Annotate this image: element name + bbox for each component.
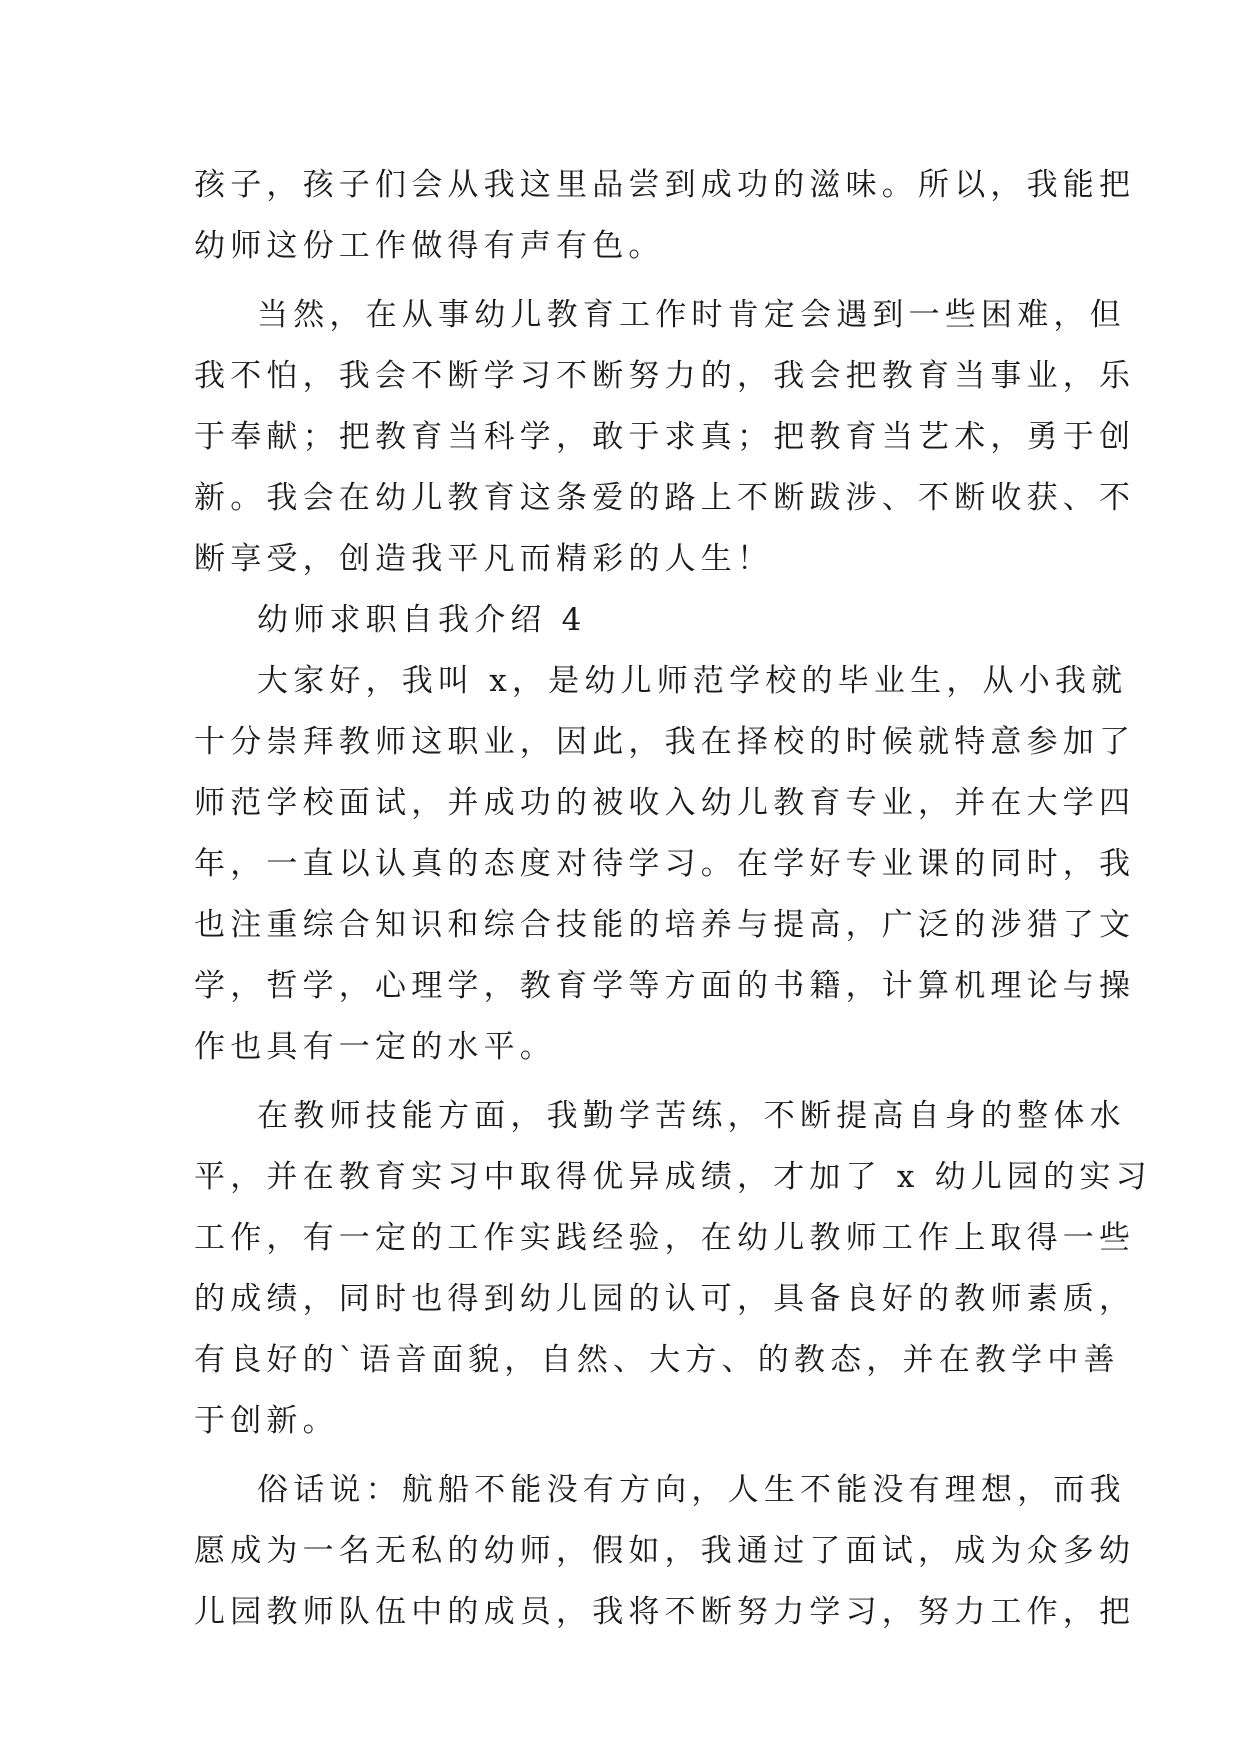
text-line: 十分崇拜教师这职业，因此，我在择校的时候就特意参加了	[194, 724, 1136, 760]
paragraph	[194, 1460, 1136, 1643]
text-line: 大家好，我叫 x，是幼儿师范学校的毕业生，从小我就	[257, 663, 1128, 699]
text-line: 作也具有一定的水平。	[194, 1029, 556, 1065]
text-line: 于创新。	[194, 1403, 339, 1439]
text-line: 在教师技能方面，我勤学苦练，不断提高自身的整体水	[257, 1098, 1126, 1134]
paragraph	[194, 1086, 1152, 1452]
text-line: 孩子，孩子们会从我这里品尝到成功的滋味。所以，我能把	[194, 167, 1136, 203]
text-line: 有良好的`语音面貌，自然、大方、的教态，并在教学中善	[194, 1342, 1120, 1378]
heading-line: 幼师求职自我介绍 4	[257, 602, 587, 638]
text-line: 学，哲学，心理学，教育学等方面的书籍，计算机理论与操	[194, 968, 1136, 1004]
text-line: 断享受，创造我平凡而精彩的人生！	[194, 541, 774, 577]
text-line: 当然，在从事幼儿教育工作时肯定会遇到一些困难，但	[257, 297, 1126, 333]
paragraph	[194, 155, 1136, 277]
text-line: 平，并在教育实习中取得优异成绩，才加了 x 幼儿园的实习	[194, 1159, 1152, 1195]
text-line: 新。我会在幼儿教育这条爱的路上不断跋涉、不断收获、不	[194, 480, 1136, 516]
text-line: 我不怕，我会不断学习不断努力的，我会把教育当事业，乐	[194, 358, 1136, 394]
text-line: 愿成为一名无私的幼师，假如，我通过了面试，成为众多幼	[194, 1533, 1136, 1569]
paragraph	[194, 651, 1136, 1078]
text-line: 工作，有一定的工作实践经验，在幼儿教师工作上取得一些	[194, 1220, 1136, 1256]
section-heading	[194, 590, 1056, 651]
text-line: 儿园教师队伍中的成员，我将不断努力学习，努力工作，把	[194, 1594, 1136, 1630]
document-body	[194, 155, 1152, 1643]
text-line: 师范学校面试，并成功的被收入幼儿教育专业，并在大学四	[194, 785, 1136, 821]
text-line: 的成绩，同时也得到幼儿园的认可，具备良好的教师素质，	[194, 1281, 1136, 1317]
text-line: 幼师这份工作做得有声有色。	[194, 228, 665, 264]
text-line: 年，一直以认真的态度对待学习。在学好专业课的同时，我	[194, 846, 1136, 882]
text-line: 于奉献；把教育当科学，敢于求真；把教育当艺术，勇于创	[194, 419, 1136, 455]
text-line: 俗话说：航船不能没有方向，人生不能没有理想，而我	[257, 1472, 1126, 1508]
paragraph	[194, 285, 1136, 590]
text-line: 也注重综合知识和综合技能的培养与提高，广泛的涉猎了文	[194, 907, 1136, 943]
